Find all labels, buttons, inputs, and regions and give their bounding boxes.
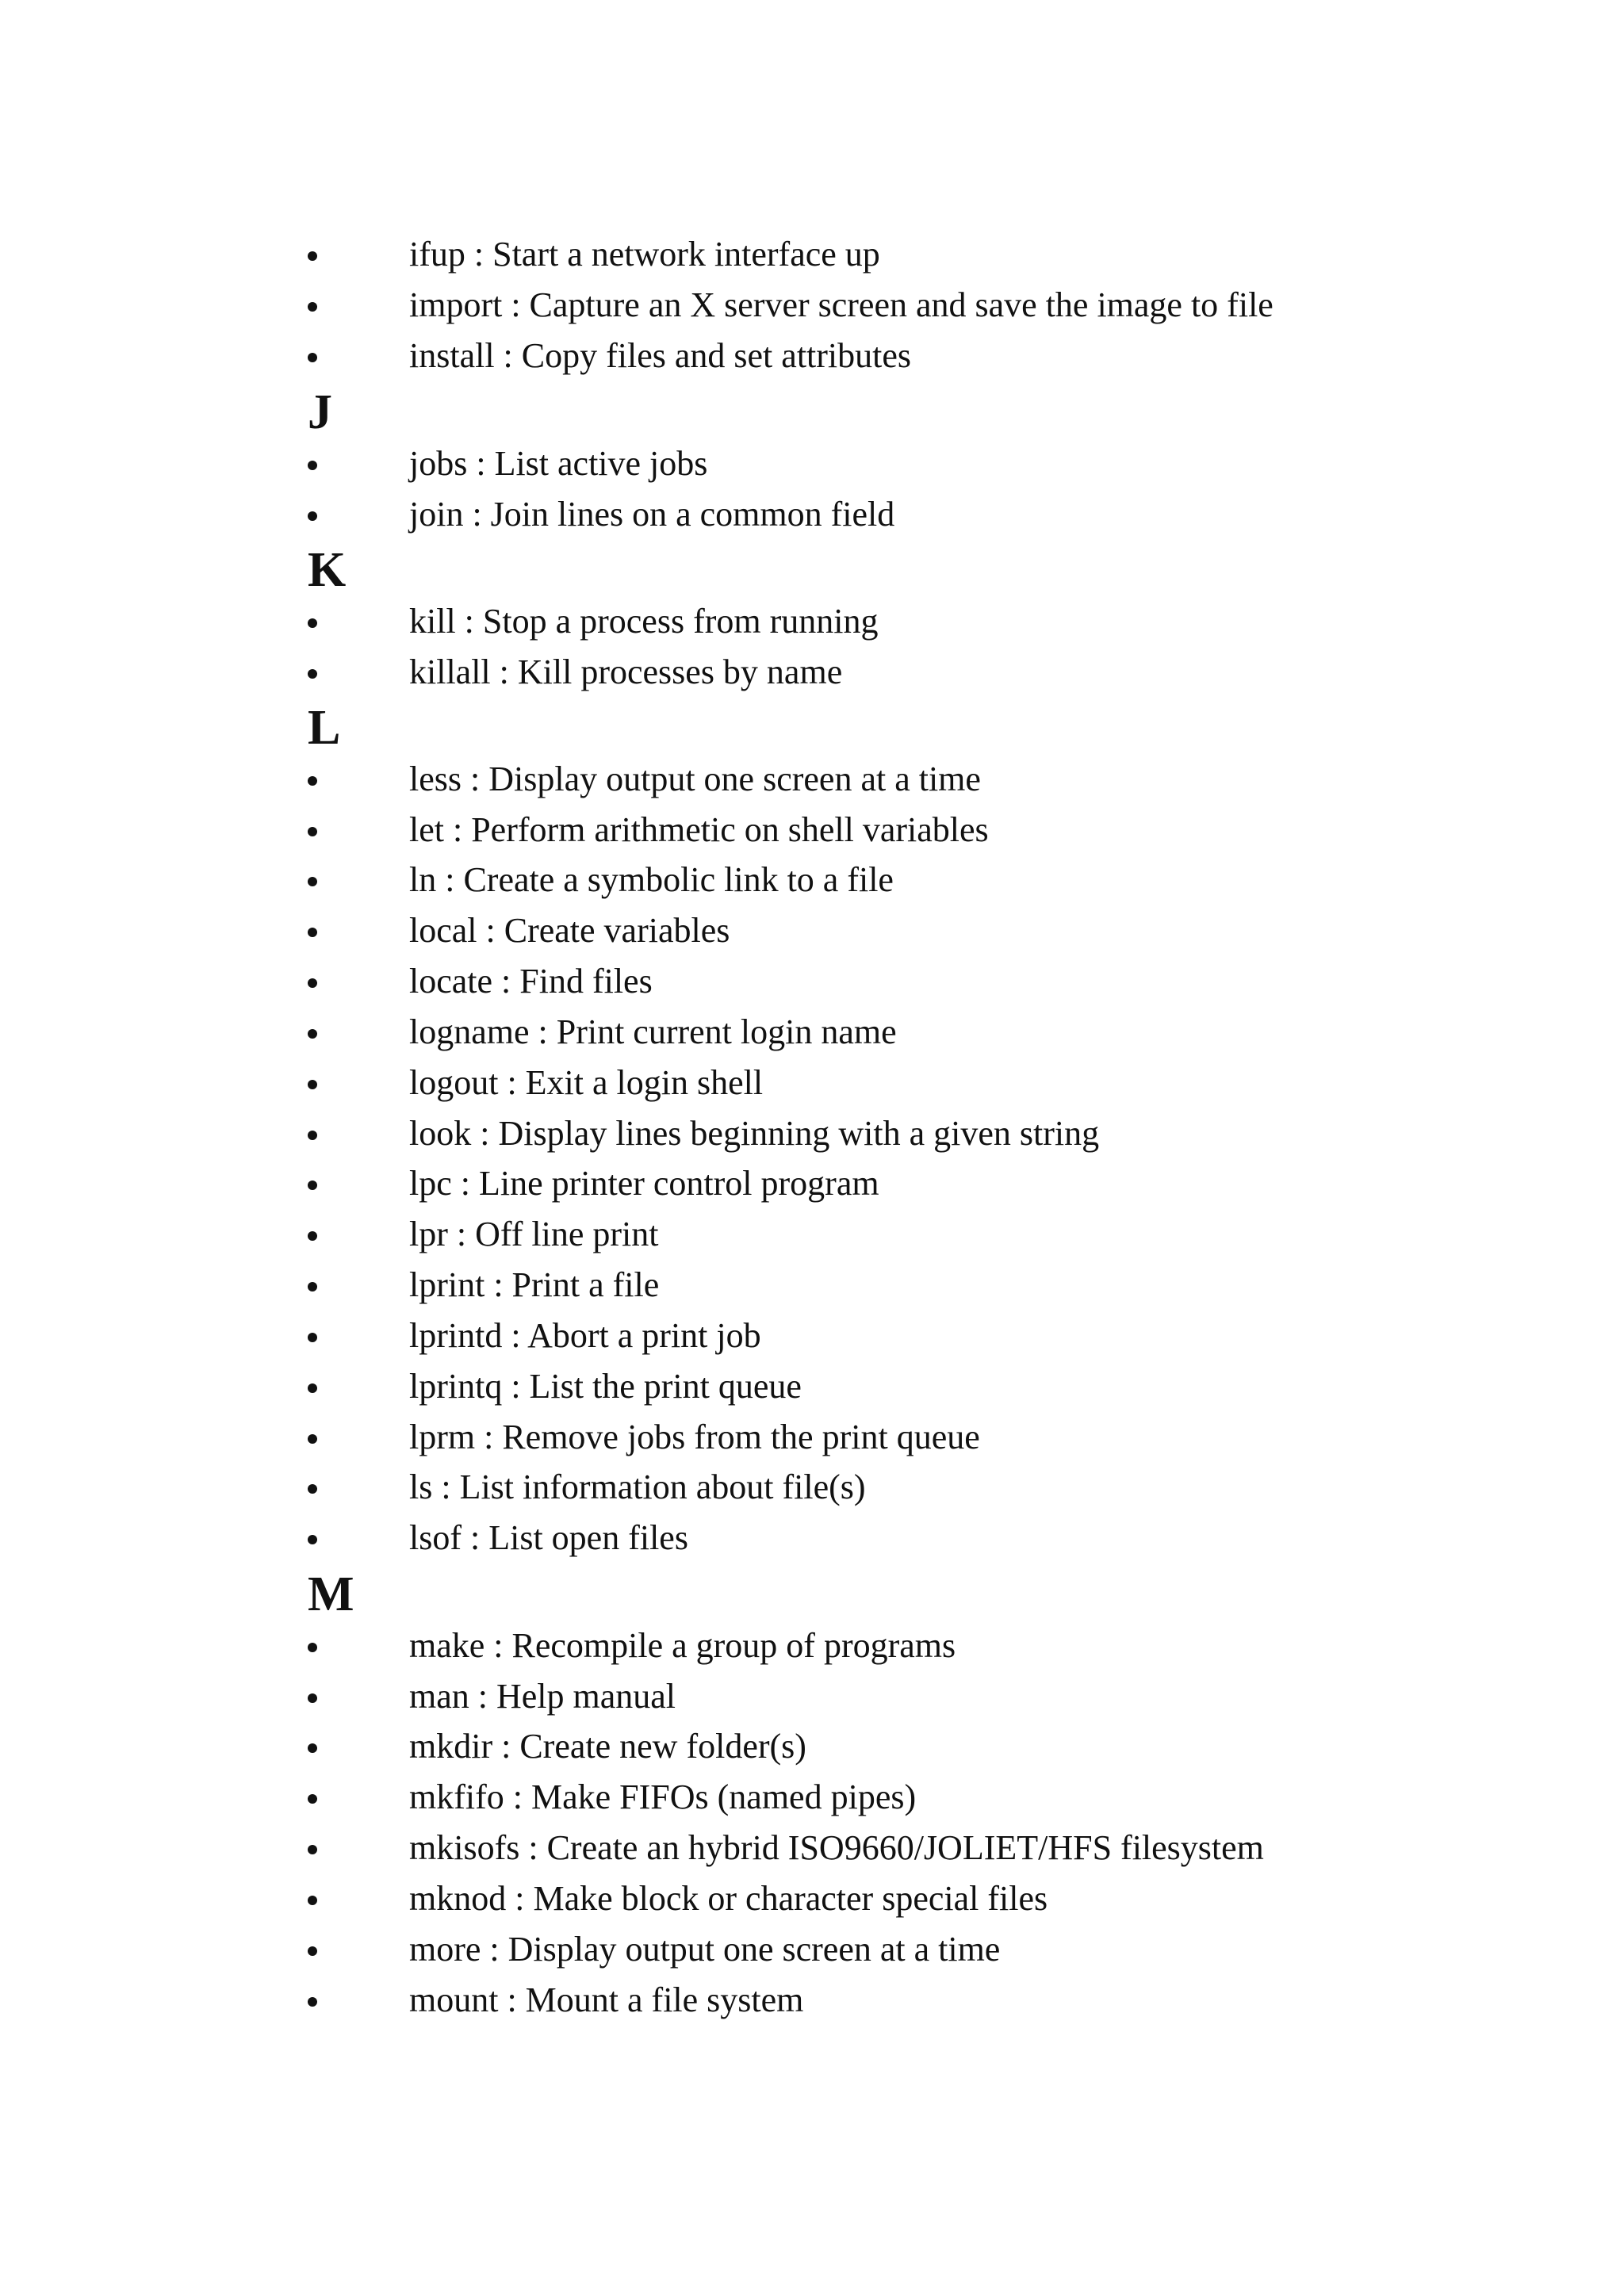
list-item — [0, 1772, 1624, 1823]
command-entry: lprintd : Abort a print job — [409, 1316, 761, 1355]
list-item — [0, 1513, 1624, 1563]
list-item — [0, 1260, 1624, 1311]
command-entry: mount : Mount a file system — [409, 1980, 804, 2019]
bullet-icon — [308, 302, 317, 312]
bullet-icon — [308, 978, 317, 988]
bullet-icon — [308, 1845, 317, 1854]
command-entry: mkdir : Create new folder(s) — [409, 1727, 806, 1766]
bullet-icon — [308, 827, 317, 836]
list-item — [0, 1311, 1624, 1361]
bullet-icon — [308, 1434, 317, 1444]
list-item — [0, 229, 1624, 280]
command-entry: let : Perform arithmetic on shell variables — [409, 810, 989, 849]
command-entry: lprint : Print a file — [409, 1265, 660, 1304]
bullet-icon — [308, 1743, 317, 1753]
command-entry: logname : Print current login name — [409, 1012, 897, 1051]
bullet-icon — [308, 1997, 317, 2007]
bullet-icon — [308, 1080, 317, 1089]
list-item — [0, 1058, 1624, 1108]
command-entry: locate : Find files — [409, 962, 653, 1001]
section-heading-m: M — [308, 1567, 354, 1621]
bullet-icon — [308, 877, 317, 886]
command-entry: local : Create variables — [409, 911, 730, 950]
command-entry: look : Display lines beginning with a given string — [409, 1114, 1100, 1153]
list-item — [0, 1671, 1624, 1722]
command-entry: less : Display output one screen at a time — [409, 760, 981, 798]
bullet-icon — [308, 1333, 317, 1342]
bullet-icon — [308, 1484, 317, 1494]
bullet-icon — [308, 1231, 317, 1241]
command-entry: mkfifo : Make FIFOs (named pipes) — [409, 1777, 917, 1816]
list-item — [0, 1108, 1624, 1159]
command-entry: mkisofs : Create an hybrid ISO9660/JOLIET/HFS filesystem — [409, 1828, 1264, 1867]
bullet-icon — [308, 1029, 317, 1039]
command-entry: ifup : Start a network interface up — [409, 235, 880, 274]
bullet-icon — [308, 1131, 317, 1140]
section-heading-l: L — [308, 701, 341, 755]
command-entry: ln : Create a symbolic link to a file — [409, 860, 894, 899]
bullet-icon — [308, 1693, 317, 1703]
command-entry: lprintq : List the print queue — [409, 1367, 802, 1406]
list-item — [0, 1158, 1624, 1209]
command-entry: lprm : Remove jobs from the print queue — [409, 1418, 980, 1456]
command-entry: lpr : Off line print — [409, 1215, 659, 1253]
command-entry: kill : Stop a process from running — [409, 602, 879, 641]
bullet-icon — [308, 1282, 317, 1292]
bullet-icon — [308, 618, 317, 628]
list-item — [0, 855, 1624, 905]
list-item — [0, 489, 1624, 540]
bullet-icon — [308, 776, 317, 786]
bullet-icon — [308, 1383, 317, 1393]
command-entry: jobs : List active jobs — [409, 444, 708, 483]
list-item — [0, 1412, 1624, 1463]
bullet-icon — [308, 251, 317, 261]
list-item — [0, 1621, 1624, 1671]
command-entry: lpc : Line printer control program — [409, 1164, 879, 1203]
list-item — [0, 1209, 1624, 1260]
list-item — [0, 331, 1624, 381]
list-item — [0, 1924, 1624, 1975]
list-item — [0, 647, 1624, 698]
section-heading-j: J — [308, 385, 332, 439]
bullet-icon — [308, 669, 317, 679]
list-item — [0, 905, 1624, 956]
bullet-icon — [308, 511, 317, 521]
list-item — [0, 805, 1624, 855]
list-item — [0, 1975, 1624, 2026]
command-entry: import : Capture an X server screen and save the image to file — [409, 285, 1274, 324]
bullet-icon — [308, 1946, 317, 1956]
command-entry: logout : Exit a login shell — [409, 1063, 764, 1102]
list-item — [0, 438, 1624, 489]
section-heading-k: K — [308, 543, 347, 597]
command-entry: make : Recompile a group of programs — [409, 1626, 956, 1665]
command-entry: killall : Kill processes by name — [409, 652, 843, 691]
list-item — [0, 1462, 1624, 1513]
list-item — [0, 1007, 1624, 1058]
list-item — [0, 596, 1624, 647]
list-item — [0, 754, 1624, 805]
command-entry: lsof : List open files — [409, 1518, 688, 1557]
bullet-icon — [308, 461, 317, 470]
command-entry: man : Help manual — [409, 1677, 676, 1716]
bullet-icon — [308, 1181, 317, 1190]
command-entry: mknod : Make block or character special files — [409, 1879, 1048, 1918]
bullet-icon — [308, 1794, 317, 1804]
command-entry: ls : List information about file(s) — [409, 1468, 866, 1506]
bullet-icon — [308, 1896, 317, 1905]
bullet-icon — [308, 1535, 317, 1544]
bullet-icon — [308, 353, 317, 362]
list-item — [0, 1823, 1624, 1873]
list-item — [0, 1873, 1624, 1924]
list-item — [0, 1721, 1624, 1772]
command-entry: join : Join lines on a common field — [409, 495, 895, 534]
command-entry: more : Display output one screen at a time — [409, 1930, 1001, 1969]
list-item — [0, 956, 1624, 1007]
list-item — [0, 280, 1624, 331]
bullet-icon — [308, 928, 317, 937]
list-item — [0, 1361, 1624, 1412]
bullet-icon — [308, 1643, 317, 1652]
command-entry: install : Copy files and set attributes — [409, 336, 912, 375]
